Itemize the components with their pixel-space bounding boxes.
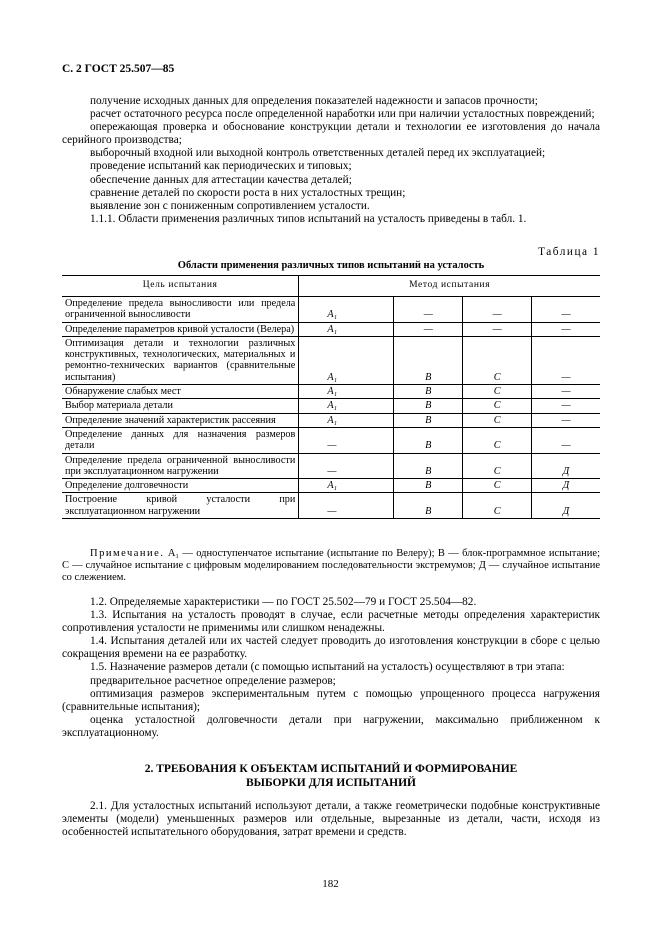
method-d-cell: — [532,297,600,323]
table-row [62,322,600,336]
paragraph: 2.1. Для усталостных испытаний используют детали, а также геометрически подобные конструктивные элементы (модели) уменьшенных размеров или отдельные, вырезанные из детали, части, исходя из особенностей испытательного оборудования, затрат времени и средств. [62,800,600,839]
column-header-method: Метод испытания [299,276,600,297]
goal-cell [62,413,299,427]
note-text: A₁ — одноступенчатое испытание (испытание по Велеру); B — блок-программное испытание; C — случайное испытание с цифровым моделированием последовательности экстремумов; Д — случайное испытание со слежением. [62,548,600,583]
goal-cell [62,479,299,493]
method-d-cell: — [532,413,600,427]
table-row [62,479,600,493]
section-2-body [62,800,600,839]
section1-continued [62,596,600,740]
paragraph: обеспечение данных для аттестации качества деталей; [90,173,352,186]
method-a-cell: A₁ [299,399,394,413]
method-c-cell: C [463,493,532,519]
method-c-cell: C [463,427,532,453]
paragraph: 1.4. Испытания деталей или их частей следует проводить до изготовления конструкции в сборе с целью сокращения времени на ее разработку. [62,635,600,661]
section-2-heading [62,762,600,790]
table-title: Области применения различных типов испытаний на усталость [177,260,485,271]
paragraph: 1.3. Испытания на усталость проводят в случае, если расчетные методы определения характеристик сопротивления усталости не применимы или слишком ненадежны. [62,609,600,635]
method-a-cell: A₁ [299,479,394,493]
table-row [62,413,600,427]
table-row [62,427,600,453]
method-a-cell: A₁ [299,385,394,399]
method-a-cell: A₁ [299,322,394,336]
paragraph: опережающая проверка и обоснование конструкции детали и технологии ее изготовления до начала серийного производства; [62,121,600,147]
method-b-cell: — [394,322,463,336]
method-a-cell: A₁ [299,336,394,384]
paragraph: проведение испытаний как периодических и типовых; [90,160,352,173]
method-c-cell: C [463,385,532,399]
method-d-cell: Д [532,493,600,519]
paragraph: выборочный входной или выходной контроль ответственных деталей перед их эксплуатацией; [90,147,546,160]
goal-text: Обнаружение слабых мест [65,386,181,398]
paragraph: получение исходных данных для определения показателей надежности и запасов прочности; [90,95,538,107]
method-d-cell: — [532,399,600,413]
method-b-cell: B [394,493,463,519]
method-b-cell: B [394,385,463,399]
intro-list [62,95,600,226]
table-note [62,548,600,584]
paragraph: предварительное расчетное определение размеров; [90,674,336,687]
method-a-cell: — [299,453,394,479]
goal-text: Выбор материала детали [65,400,173,412]
method-d-cell: — [532,322,600,336]
goal-cell [62,297,299,323]
paragraph: 1.1.1. Области применения различных типов испытаний на усталость приведены в табл. 1. [90,212,527,225]
method-b-cell: B [394,453,463,479]
section-title-line: 2. ТРЕБОВАНИЯ К ОБЪЕКТАМ ИСПЫТАНИЙ И ФОРМИРОВАНИЕ [144,763,518,775]
method-c-cell: C [463,479,532,493]
goal-cell [62,385,299,399]
method-a-cell: — [299,427,394,453]
goal-text: Определение предела выносливости или предела ограниченной выносливости [65,298,296,321]
goal-cell [62,399,299,413]
goal-cell [62,493,299,519]
method-c-cell: C [463,453,532,479]
paragraph: выявление зон с пониженным сопротивлением усталости. [90,199,370,212]
method-b-cell: B [394,336,463,384]
goal-text: Построение кривой усталости при эксплуатационном нагружении [65,494,296,517]
page-header: С. 2 ГОСТ 25.507—85 [62,63,175,75]
paragraph: оценка усталостной долговечности детали при нагружении, максимально приближенном к эксплуатационному. [62,713,600,739]
goal-cell [62,453,299,479]
paragraph: сравнение деталей по скорости роста в них усталостных трещин; [90,186,406,199]
note-label: Примечание. [90,548,165,559]
column-header-goal: Цель испытания [62,276,299,297]
method-c-cell: — [463,322,532,336]
method-d-cell: — [532,385,600,399]
application-table [62,275,600,519]
method-d-cell: Д [532,479,600,493]
table-row [62,453,600,479]
method-c-cell: C [463,399,532,413]
method-b-cell: B [394,399,463,413]
method-b-cell: B [394,479,463,493]
page-number: 182 [322,878,339,890]
method-a-cell: A₁ [299,297,394,323]
goal-cell [62,427,299,453]
goal-text: Определение долговечности [65,480,189,492]
paragraph: 1.2. Определяемые характеристики — по ГОСТ 25.502—79 и ГОСТ 25.504—82. [90,596,477,608]
goal-cell [62,336,299,384]
table-row [62,297,600,323]
goal-cell [62,322,299,336]
table-row [62,385,600,399]
method-d-cell: Д [532,453,600,479]
table-label: Таблица 1 [538,246,600,258]
method-d-cell: — [532,336,600,384]
method-c-cell: C [463,413,532,427]
method-a-cell: — [299,493,394,519]
goal-text: Определение данных для назначения размеров детали [65,428,296,452]
method-b-cell: — [394,297,463,323]
table-row [62,493,600,519]
goal-text: Оптимизация детали и технологии различных конструктивных, технологических, материальных и ремонтно-технических вариантов (сравнительные испытания) [65,337,296,383]
table-row [62,399,600,413]
section-title-line: ВЫБОРКИ ДЛЯ ИСПЫТАНИЙ [245,777,416,789]
goal-text: Определение значений характеристик рассеяния [65,414,276,426]
paragraph: оптимизация размеров экспериментальным путем с помощью упрощенного процесса нагружения (сравнительные испытания); [62,687,600,713]
method-b-cell: B [394,413,463,427]
table-row [62,336,600,384]
paragraph: 1.5. Назначение размеров детали (с помощью испытаний на усталость) осуществляют в три этапа: [90,661,565,674]
method-c-cell: C [463,336,532,384]
goal-text: Определение предела ограниченной выносливости при эксплуатационном нагружении [65,454,296,477]
method-b-cell: B [394,427,463,453]
goal-text: Определение параметров кривой усталости (Велера) [65,323,295,335]
paragraph: расчет остаточного ресурса после определенной наработки или при наличии усталостных повреждений; [90,108,595,121]
method-d-cell: — [532,427,600,453]
method-c-cell: — [463,297,532,323]
method-a-cell: A₁ [299,413,394,427]
table-header-row [62,276,600,297]
